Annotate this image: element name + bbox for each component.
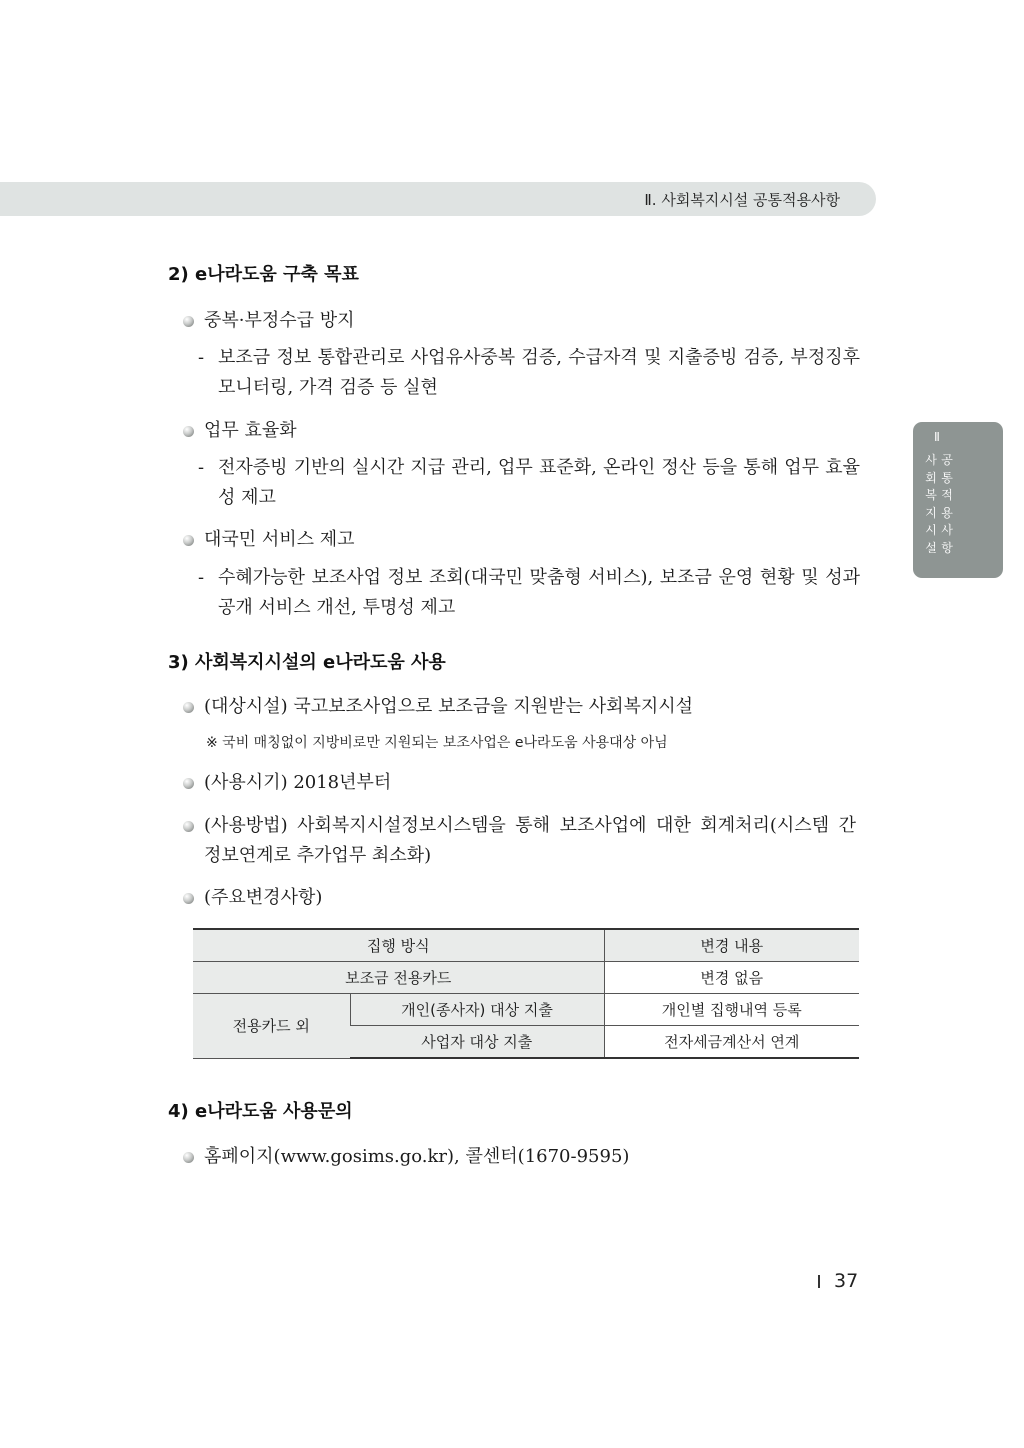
table-header-row — [193, 929, 859, 962]
bullet-text: 중복·부정수급 방지 — [204, 310, 355, 331]
detail-item — [198, 453, 860, 513]
table-header-cell: 집행 방식 — [193, 929, 604, 962]
side-tab-char: 공 — [941, 453, 953, 467]
side-tab-char: 지 — [925, 505, 937, 520]
bullet-text: (대상시설) 국고보조사업으로 보조금을 지원받는 사회복지시설 — [204, 696, 694, 717]
side-tab-char: 회 — [925, 470, 937, 485]
table-cell: 변경 없음 — [604, 962, 859, 994]
section-3-title: 3) 사회복지시설의 e나라도움 사용 — [168, 652, 446, 673]
bullet-text: 업무 효율화 — [204, 420, 297, 441]
side-tab-char: 통 — [941, 470, 953, 485]
table-cell: 개인(종사자) 대상 지출 — [350, 994, 604, 1026]
table-cell: 전자세금계산서 연계 — [604, 1026, 859, 1059]
section-4-title: 4) e나라도움 사용문의 — [168, 1101, 353, 1122]
bullet-text: (사용시기) 2018년부터 — [204, 772, 392, 793]
bullet-icon — [183, 702, 194, 713]
detail-text: 전자증빙 기반의 실시간 지급 관리, 업무 표준화, 온라인 정산 등을 통해 업무 효율성 제고 — [218, 457, 860, 508]
detail-text: 수혜가능한 보조사업 정보 조회(대국민 맞춤형 서비스), 보조금 운영 현황 및 성과 공개 서비스 개선, 투명성 제고 — [218, 567, 860, 618]
note-text: ※ 국비 매칭없이 지방비로만 지원되는 보조사업은 e나라도움 사용대상 아님 — [206, 735, 668, 751]
bullet-icon — [183, 426, 194, 437]
bullet-item — [183, 525, 355, 555]
table-group-cell: 전용카드 외 — [193, 994, 350, 1059]
side-tab-char: 항 — [941, 540, 953, 555]
bullet-text: 대국민 서비스 제고 — [204, 529, 355, 550]
running-title: Ⅱ. 사회복지시설 공통적용사항 — [644, 191, 840, 209]
side-tab-char: 설 — [925, 540, 937, 555]
bullet-icon — [183, 316, 194, 327]
bullet-icon — [183, 1152, 194, 1163]
table-row — [193, 994, 859, 1026]
page-number-bar — [818, 1275, 820, 1288]
bullet-icon — [183, 821, 194, 832]
bullet-item — [183, 692, 693, 722]
table-header-cell: 변경 내용 — [604, 929, 859, 962]
side-tab-column-1 — [923, 452, 939, 557]
bullet-icon — [183, 535, 194, 546]
table-row — [193, 962, 859, 994]
chapter-side-tab — [913, 422, 1003, 578]
detail-item — [198, 563, 860, 623]
running-header — [0, 182, 876, 216]
page-number-text: 37 — [834, 1270, 859, 1292]
side-tab-char: 적 — [941, 488, 953, 502]
table-cell: 개인별 집행내역 등록 — [604, 994, 859, 1026]
side-tab-char: 시 — [925, 523, 937, 537]
bullet-item — [183, 883, 322, 913]
side-tab-char: 사 — [941, 523, 953, 537]
dash-marker: - — [198, 567, 205, 588]
page-number — [818, 1270, 858, 1292]
bullet-icon — [183, 778, 194, 789]
side-tab-char: 복 — [925, 488, 937, 502]
bullet-text: (주요변경사항) — [204, 887, 323, 908]
side-tab-column-2 — [939, 452, 955, 557]
side-tab-char: 용 — [941, 505, 953, 520]
table-cell: 보조금 전용카드 — [193, 962, 604, 994]
bullet-text: (사용방법) 사회복지시설정보시스템을 통해 보조사업에 대한 회계처리(시스템 간 정보연계로 추가업무 최소화) — [204, 815, 856, 866]
section-2-title: 2) e나라도움 구축 목표 — [168, 264, 359, 285]
changes-table — [193, 928, 859, 1059]
bullet-item — [183, 1142, 629, 1172]
bullet-item — [183, 306, 355, 336]
detail-text: 보조금 정보 통합관리로 사업유사중복 검증, 수급자격 및 지출증빙 검증, 부정징후 모니터링, 가격 검증 등 실현 — [218, 347, 860, 398]
bullet-item — [183, 811, 859, 871]
side-tab-char: 사 — [925, 453, 937, 467]
table-cell: 사업자 대상 지출 — [350, 1026, 604, 1059]
bullet-item — [183, 768, 391, 798]
bullet-text: 홈페이지(www.gosims.go.kr), 콜센터(1670-9595) — [204, 1146, 630, 1167]
bullet-item — [183, 416, 297, 446]
bullet-icon — [183, 893, 194, 904]
dash-marker: - — [198, 347, 205, 368]
side-tab-roman: Ⅱ — [934, 430, 940, 444]
dash-marker: - — [198, 457, 205, 478]
detail-item — [198, 343, 860, 403]
